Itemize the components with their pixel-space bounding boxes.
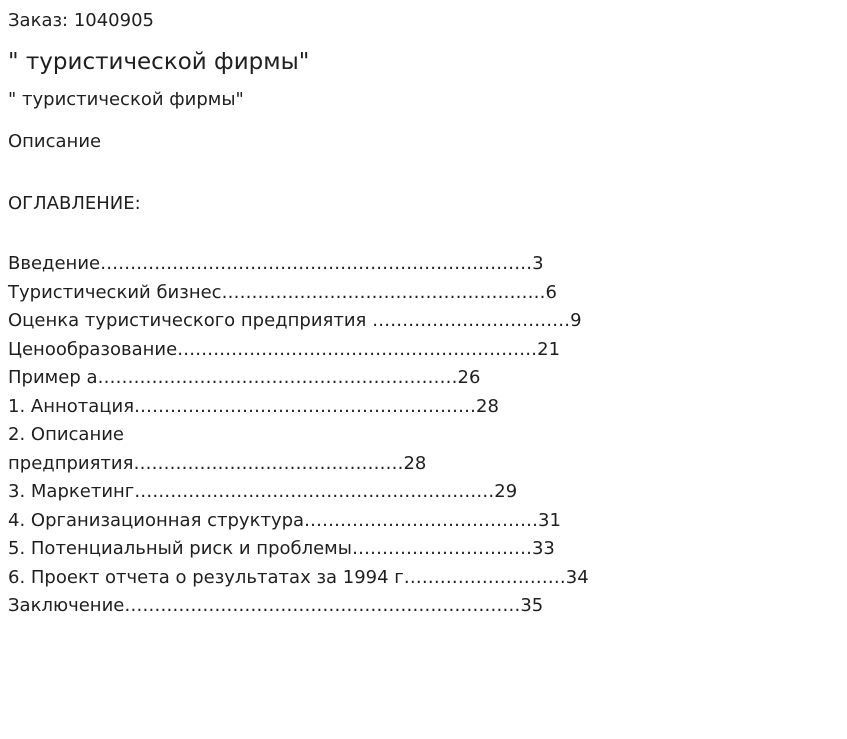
document-subtitle: " туристической фирмы" bbox=[8, 89, 244, 110]
toc-entry-risks: 5. Потенциальный риск и проблемы…………………………33 bbox=[8, 538, 555, 559]
toc-entry-description-continued: предприятия………………………………………28 bbox=[8, 452, 427, 474]
toc-heading: ОГЛАВЛЕНИЕ: bbox=[8, 193, 141, 214]
document-title: " туристической фирмы" bbox=[8, 49, 310, 75]
description-label: Описание bbox=[8, 131, 102, 152]
toc-entry-enterprise-evaluation: Оценка туристического предприятия ……………………………9 bbox=[8, 310, 582, 331]
toc-entry-introduction: Введение………………………………………………………………3 bbox=[8, 253, 544, 274]
table-of-contents bbox=[8, 250, 589, 621]
toc-entry-report-project: 6. Проект отчета о результатах за 1994 г………………………34 bbox=[8, 566, 589, 588]
toc-entry-org-structure: 4. Организационная структура…………………………………31 bbox=[8, 509, 561, 531]
toc-entry-marketing: 3. Маркетинг……………………………………………………29 bbox=[8, 481, 518, 502]
toc-entry-tourism-business: Туристический бизнес………………………………………………6 bbox=[8, 281, 558, 303]
toc-entry-conclusion: Заключение…………………………………………………………35 bbox=[8, 595, 544, 616]
toc-entry-pricing: Ценообразование……………………………………………………21 bbox=[8, 338, 561, 360]
toc-entry-annotation: 1. Аннотация…………………………………………………28 bbox=[8, 395, 499, 417]
toc-entry-example: Пример а……………………………………………………26 bbox=[8, 367, 481, 388]
order-number: Заказ: 1040905 bbox=[8, 10, 154, 31]
toc-entry-description: 2. Описание bbox=[8, 424, 124, 445]
